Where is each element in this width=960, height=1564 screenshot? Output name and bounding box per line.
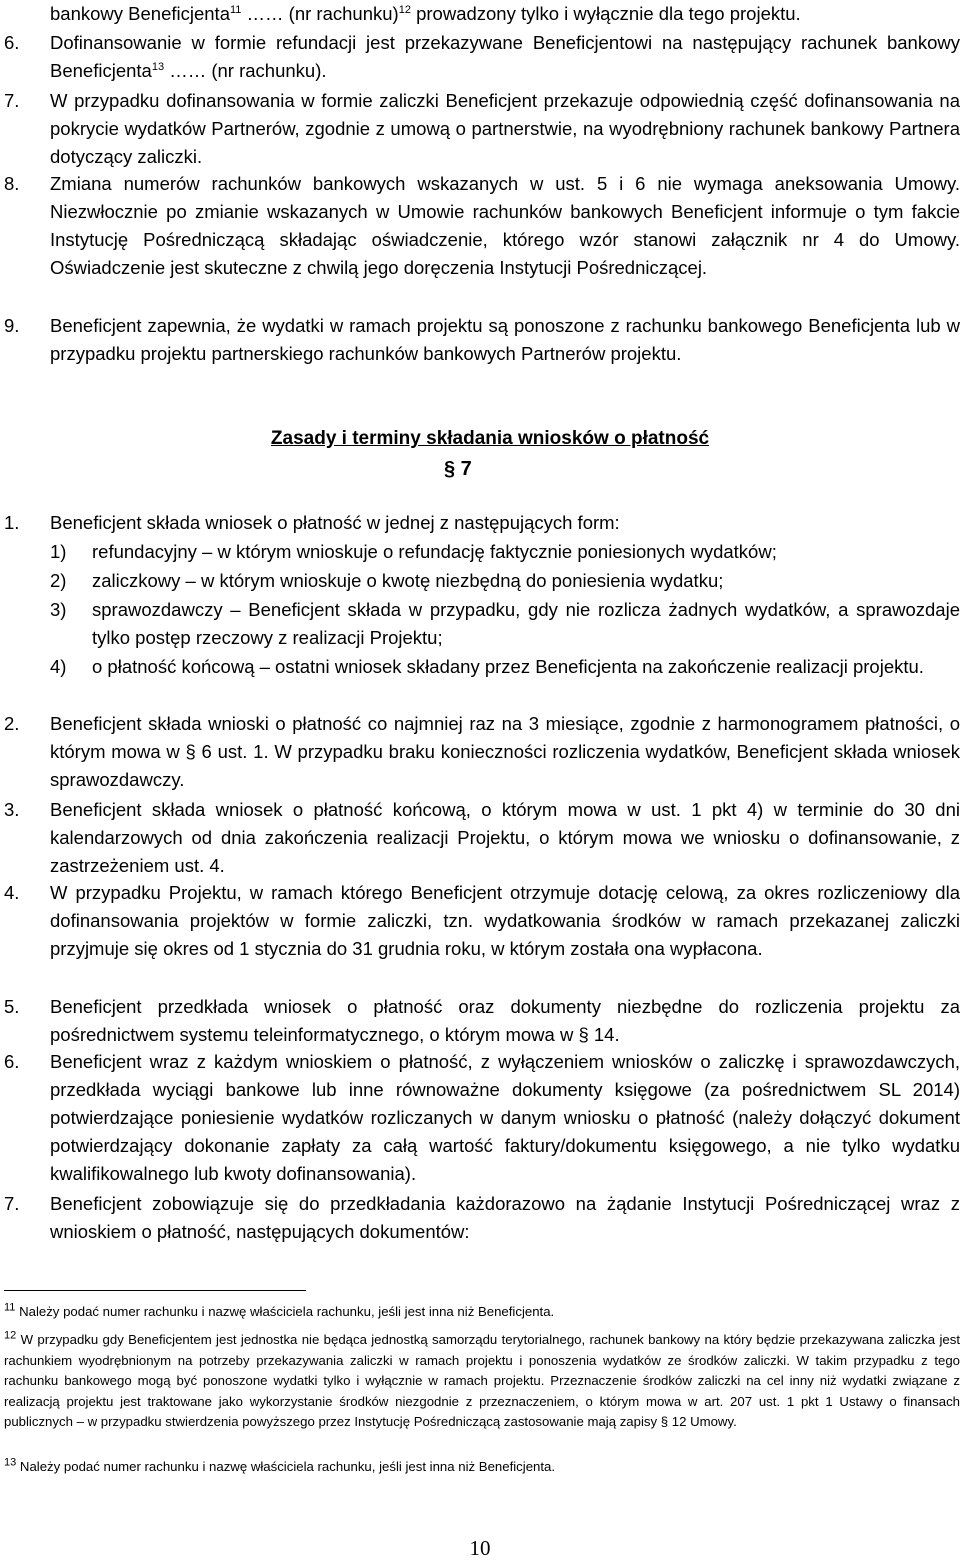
list-number: 9. — [4, 315, 20, 336]
footnote-number: 13 — [4, 1456, 17, 1469]
list-number: 5. — [4, 996, 20, 1017]
footnote-separator — [4, 1290, 306, 1291]
sub-list-item-text: refundacyjny – w którym wnioskuje o refundację faktycznie poniesionych wydatków; — [92, 541, 777, 562]
sub-list-item — [50, 567, 960, 595]
list-item-text: Beneficjent przedkłada wniosek o płatność oraz dokumenty niezbędne do rozliczenia projektu za pośrednictwem systemu teleinformatycznego, o którym mowa w § 14. — [50, 996, 960, 1045]
sub-list-item-text: sprawozdawczy – Beneficjent składa w przypadku, gdy nie rozlicza żadnych wydatków, a sprawozdaje tylko postęp rzeczowy z realizacji Projektu; — [92, 599, 960, 648]
paragraph-number: § 7 — [444, 458, 472, 480]
list-item — [4, 29, 960, 85]
sub-list-number: 4) — [50, 656, 67, 677]
list-item — [4, 710, 960, 794]
section-title — [0, 425, 960, 453]
sub-list-item — [50, 538, 960, 566]
list-item — [4, 509, 960, 537]
footnote-number: 12 — [4, 1329, 17, 1342]
sub-list-item-text: o płatność końcową – ostatni wniosek składany przez Beneficjenta na zakończenie realizacji projektu. — [92, 656, 924, 677]
list-item-text: Beneficjent składa wniosek o płatność w jednej z następujących form: — [50, 512, 620, 533]
list-number: 1. — [4, 512, 20, 533]
sub-list-number: 1) — [50, 541, 67, 562]
footnote-13 — [4, 1457, 960, 1478]
sub-list-number: 2) — [50, 570, 67, 591]
sub-list-item-text: zaliczkowy – w którym wnioskuje o kwotę niezbędną do poniesienia wydatku; — [92, 570, 724, 591]
list-number: 4. — [4, 882, 20, 903]
list-item-text: W przypadku Projektu, w ramach którego Beneficjent otrzymuje dotację celową, za okres rozliczeniowy dla dofinansowania projektów w formie zaliczki, tzn. wydatkowania środków w ramach przekazanej zaliczki przyjmuje się okres od 1 stycznia do 31 grudnia roku, w którym została ona wypłacona. — [50, 882, 960, 959]
section-title-text: Zasady i terminy składania wniosków o płatność — [270, 428, 710, 449]
footnote-11 — [4, 1302, 960, 1323]
list-number: 6. — [4, 1051, 20, 1072]
list-number: 2. — [4, 713, 20, 734]
page-number: 10 — [469, 1536, 491, 1560]
list-item-text-end: …… (nr rachunku). — [164, 60, 327, 81]
list-item-text: Beneficjent wraz z każdym wnioskiem o płatność, z wyłączeniem wniosków o zaliczkę i sprawozdawczych, przedkłada wyciągi bankowe lub inne równoważne dokumenty księgowe (za pośrednictwem SL 2014) potwierdzające poniesienie wydatków rozliczanych w danym wniosku o płatność (należy dołączyć dokument potwierdzający dokonanie zapłaty za całą wartość faktury/dokumentu księgowego, a nie tylko wydatku kwalifikowalnego lub kwoty dofinansowania). — [50, 1051, 960, 1184]
list-item-text: Beneficjent zobowiązuje się do przedkładania każdorazowo na żądanie Instytucji Pośredniczącej wraz z wnioskiem o płatność, następujących dokumentów: — [50, 1193, 960, 1242]
footnote-text: Należy podać numer rachunku i nazwę właściciela rachunku, jeśli jest inna niż Beneficjenta. — [19, 1459, 556, 1474]
list-number: 7. — [4, 1193, 20, 1214]
footnote-12 — [4, 1330, 960, 1433]
list-item-text: Beneficjent składa wnioski o płatność co najmniej raz na 3 miesiące, zgodnie z harmonogramem płatności, o którym mowa w § 6 ust. 1. W przypadku braku konieczności rozliczenia wydatków, Beneficjent składa wniosek sprawozdawczy. — [50, 713, 960, 790]
footnote-text: Należy podać numer rachunku i nazwę właściciela rachunku, jeśli jest inna niż Beneficjenta. — [19, 1304, 555, 1319]
list-item-text: Beneficjent zapewnia, że wydatki w ramach projektu są ponoszone z rachunku bankowego Beneficjenta lub w przypadku projektu partnerskiego rachunków bankowych Partnerów projektu. — [50, 315, 960, 364]
list-item — [4, 87, 960, 171]
continuation-text-mid: …… (nr rachunku) — [241, 3, 399, 24]
list-number: 6. — [4, 32, 20, 53]
sub-list-item — [50, 653, 960, 681]
continuation-line — [4, 0, 960, 28]
list-item — [4, 1190, 960, 1246]
list-item — [4, 1048, 960, 1188]
list-item-text: Dofinansowanie w formie refundacji jest przekazywane Beneficjentowi na następujący rachunek bankowy Beneficjenta — [50, 32, 960, 81]
list-number: 8. — [4, 173, 20, 194]
list-item — [4, 312, 960, 368]
footnote-text: W przypadku gdy Beneficjentem jest jednostka nie będąca jednostką samorządu terytorialnego, rachunek bankowy na który będzie przekazywana zaliczka jest rachunkiem wyodrębnionym na potrzeby przekazywania zaliczki w ramach projektu i ponoszenia wydatków ze środków zaliczki. W takim przypadku z tego rachunku bankowego mogą być ponoszone wydatki tylko i wyłącznie w ramach projektu. Przeznaczenie środków zaliczki na cel inny niż wydatki związane z realizacją projektu jest traktowane jako wykorzystanie środków niezgodnie z przeznaczeniem, o którym mowa w art. 207 ust. 1 pkt 1 Ustawy o finansach publicznych – w przypadku stwierdzenia powyższego przez Instytucję Pośredniczącą zastosowanie mają zapisy § 12 Umowy. — [4, 1332, 960, 1429]
footnote-ref-11[interactable]: 11 — [229, 3, 242, 16]
sub-list-item — [50, 596, 960, 652]
list-item — [4, 879, 960, 963]
footnote-ref-12[interactable]: 12 — [398, 3, 411, 16]
list-item-text: Beneficjent składa wniosek o płatność końcową, o którym mowa w ust. 1 pkt 4) w terminie do 30 dni kalendarzowych od dnia zakończenia realizacji Projektu, o którym mowa we wniosku o dofinansowanie, z zastrzeżeniem ust. 4. — [50, 799, 960, 876]
continuation-text-end: prowadzony tylko i wyłącznie dla tego projektu. — [410, 3, 801, 24]
footnote-ref-13[interactable]: 13 — [151, 60, 165, 73]
footnote-number: 11 — [4, 1301, 16, 1314]
list-item — [4, 993, 960, 1049]
list-number: 7. — [4, 90, 20, 111]
list-number: 3. — [4, 799, 20, 820]
list-item — [4, 170, 960, 282]
sub-list-number: 3) — [50, 599, 67, 620]
continuation-text: bankowy Beneficjenta — [50, 3, 230, 24]
list-item-text: Zmiana numerów rachunków bankowych wskazanych w ust. 5 i 6 nie wymaga aneksowania Umowy. Niezwłocznie po zmianie wskazanych w Umowie rachunków bankowych Beneficjent informuje o tym fakcie Instytucję Pośredniczącą składając oświadczenie, którego wzór stanowi załącznik nr 4 do Umowy. Oświadczenie jest skuteczne z chwilą jego doręczenia Instytucji Pośredniczącej. — [50, 173, 960, 278]
list-item — [4, 796, 960, 880]
list-item-text: W przypadku dofinansowania w formie zaliczki Beneficjent przekazuje odpowiednią część dofinansowania na pokrycie wydatków Partnerów, zgodnie z umową o partnerstwie, na wyodrębniony rachunek bankowy Partnera dotyczący zaliczki. — [50, 90, 960, 167]
